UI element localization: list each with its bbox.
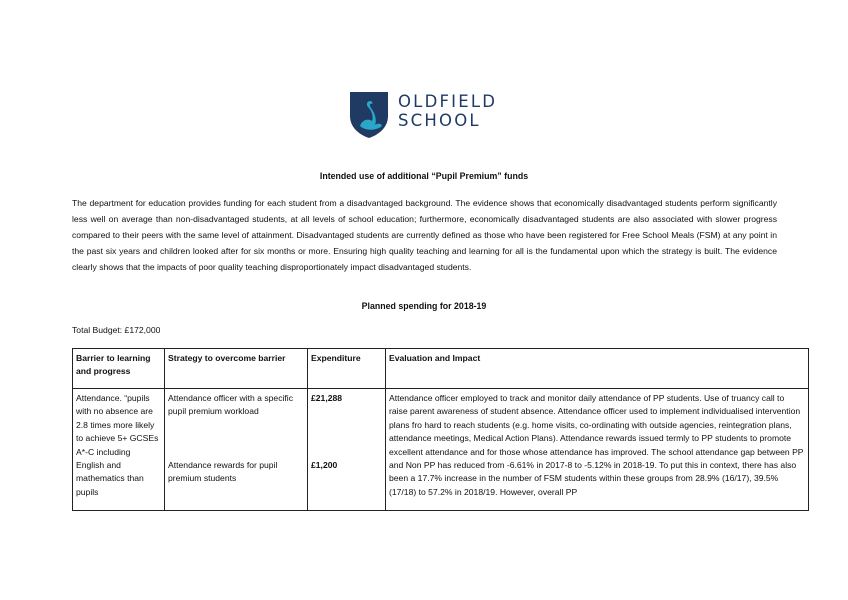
header-strategy: Strategy to overcome barrier: [165, 349, 308, 389]
strategy-item-1: Attendance officer with a specific pupil premium workload: [168, 393, 293, 417]
barrier-text: Attendance. “pupils with no absence are 2.8 times more likely to achieve 5+ GCSEs A*-C including English and mathematics than pupils: [76, 393, 159, 497]
intro-paragraph: The department for education provides funding for each student from a disadvantaged background. The evidence shows that economically disadvantaged students perform significantly less well on average than non-disadvantaged students, at all levels of school education; furthermore, economically disadvantaged students are also associated with slower progress compared to their peers with the same level of attainment. Disadvantaged students are currently defined as those who have been registered for Free School Meals (FSM) at any point in the past six years and children looked after for six months or more. Ensuring high quality teaching and learning for all is the fundamental upon which the strategy is built. The evidence clearly shows that the impacts of poor quality teaching disproportionately impact disadvantaged students.: [72, 198, 777, 273]
expenditure-cell: [308, 389, 386, 511]
section-title: Planned spending for 2018-19: [361, 301, 487, 311]
school-name-line1: OLDFIELD: [398, 92, 498, 111]
school-logo: [348, 88, 508, 144]
table-row: [73, 389, 809, 511]
table-header-row: [73, 349, 809, 389]
header-expenditure: Expenditure: [308, 349, 386, 389]
evaluation-text: Attendance officer employed to track and monitor daily attendance of PP students. Use of truancy call to raise parent awareness of student absence. Attendance officer used to implement individualised intervention plans fro hard to reach students (e.g. home visits, co-ordinating with outside agencies, reintegration plans, attendance meetings, Medical Action Plans). Attendance rewards issued termly to PP students to promote excellent attendance and for those whose attendance has improved. The school attendance gap between PP and Non PP has reduced from -6.61% in 2017-8 to -5.12% in 2018-19. To put this in context, there has also been a 17.7% increase in the number of FSM students within these groups from 28.9% (16/17), 39.5% (17/18) to 57.2% in 2018/19. However, overall PP: [389, 393, 804, 497]
swan-shield-icon: [348, 90, 390, 140]
spending-table: [72, 348, 809, 511]
header-barrier: Barrier to learning and progress: [73, 349, 165, 389]
expenditure-item-2: £1,200: [311, 460, 338, 470]
barrier-cell: [73, 389, 165, 511]
expenditure-item-1: £21,288: [311, 393, 343, 403]
total-budget: Total Budget: £172,000: [72, 325, 161, 335]
strategy-item-2: Attendance rewards for pupil premium students: [168, 459, 278, 484]
school-name: [398, 92, 497, 130]
school-name-line2: SCHOOL: [398, 111, 481, 130]
strategy-cell: [165, 389, 308, 511]
evaluation-cell: [386, 389, 809, 511]
header-evaluation: Evaluation and Impact: [386, 349, 809, 389]
page-title: Intended use of additional “Pupil Premium” funds: [319, 171, 529, 181]
